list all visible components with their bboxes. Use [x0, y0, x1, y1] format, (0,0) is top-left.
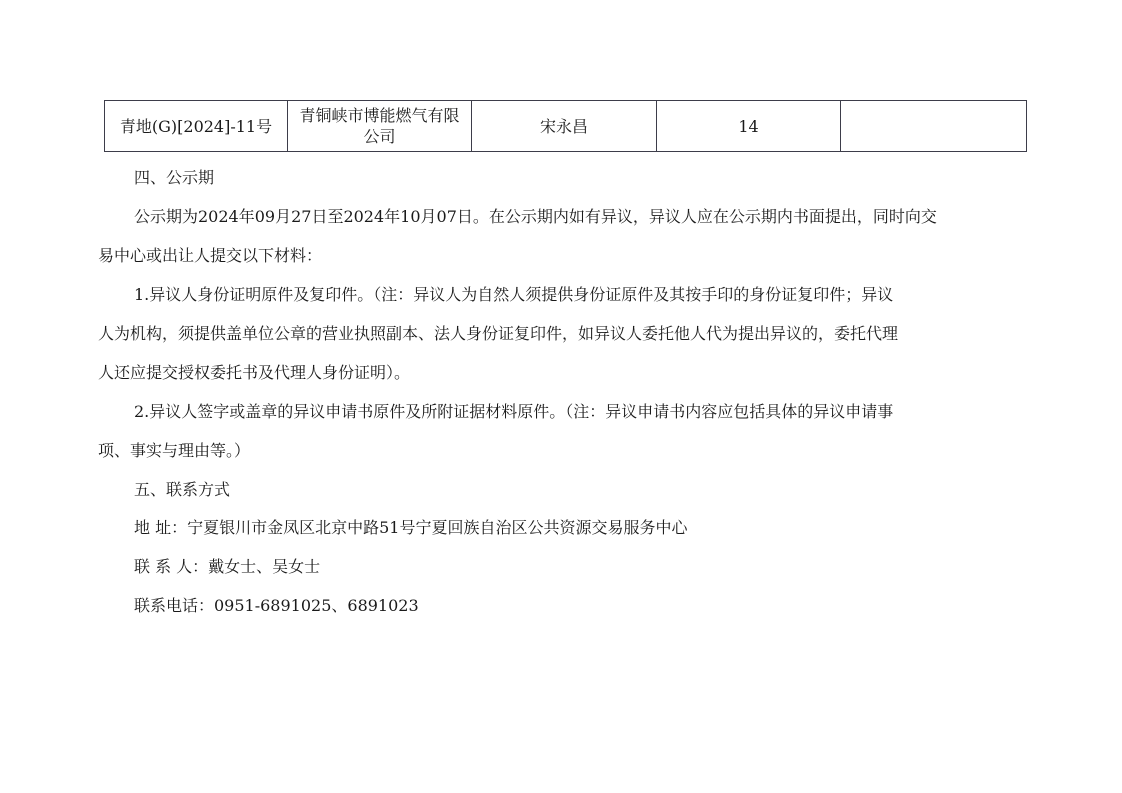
paragraph-line: 1.异议人身份证明原件及复印件。（注：异议人为自然人须提供身份证原件及其按手印的身份证复印件；异议	[134, 285, 894, 304]
paragraph-line: 人还应提交授权委托书及代理人身份证明）。	[98, 363, 411, 382]
section-heading-period: 四、公示期	[134, 168, 215, 187]
contact-info	[134, 508, 687, 625]
value-cell: 14	[657, 101, 841, 152]
transfer-result-table	[104, 100, 1027, 152]
paragraph-line: 公示期为2024年09月27日至2024年10月07日。在公示期内如有异议，异议人应在公示期内书面提出，同时向交	[134, 207, 937, 226]
winning-bidder-cell: 青铜峡市博能燃气有限公司	[288, 101, 472, 152]
announcement-body	[98, 158, 1028, 509]
contact-person: 联 系 人：戴女士、吴女士	[134, 557, 321, 576]
paragraph-line: 2.异议人签字或盖章的异议申请书原件及所附证据材料原件。（注：异议申请书内容应包括具体的异议申请事	[134, 402, 894, 421]
paragraph-line: 易中心或出让人提交以下材料：	[98, 246, 323, 265]
paragraph-line: 人为机构，须提供盖单位公章的营业执照副本、法人身份证复印件，如异议人委托他人代为提出异议的，委托代理	[98, 324, 899, 343]
paragraph-line: 项、事实与理由等。）	[98, 441, 251, 460]
legal-representative-cell: 宋永昌	[472, 101, 657, 152]
section-heading-contact: 五、联系方式	[134, 480, 231, 499]
contact-phone: 联系电话：0951-6891025、6891023	[134, 596, 419, 615]
empty-cell	[841, 101, 1027, 152]
parcel-number-cell: 青地(G)[2024]-11号	[105, 101, 288, 152]
contact-address: 地 址：宁夏银川市金凤区北京中路51号宁夏回族自治区公共资源交易服务中心	[134, 518, 688, 537]
table-row	[105, 101, 1027, 152]
